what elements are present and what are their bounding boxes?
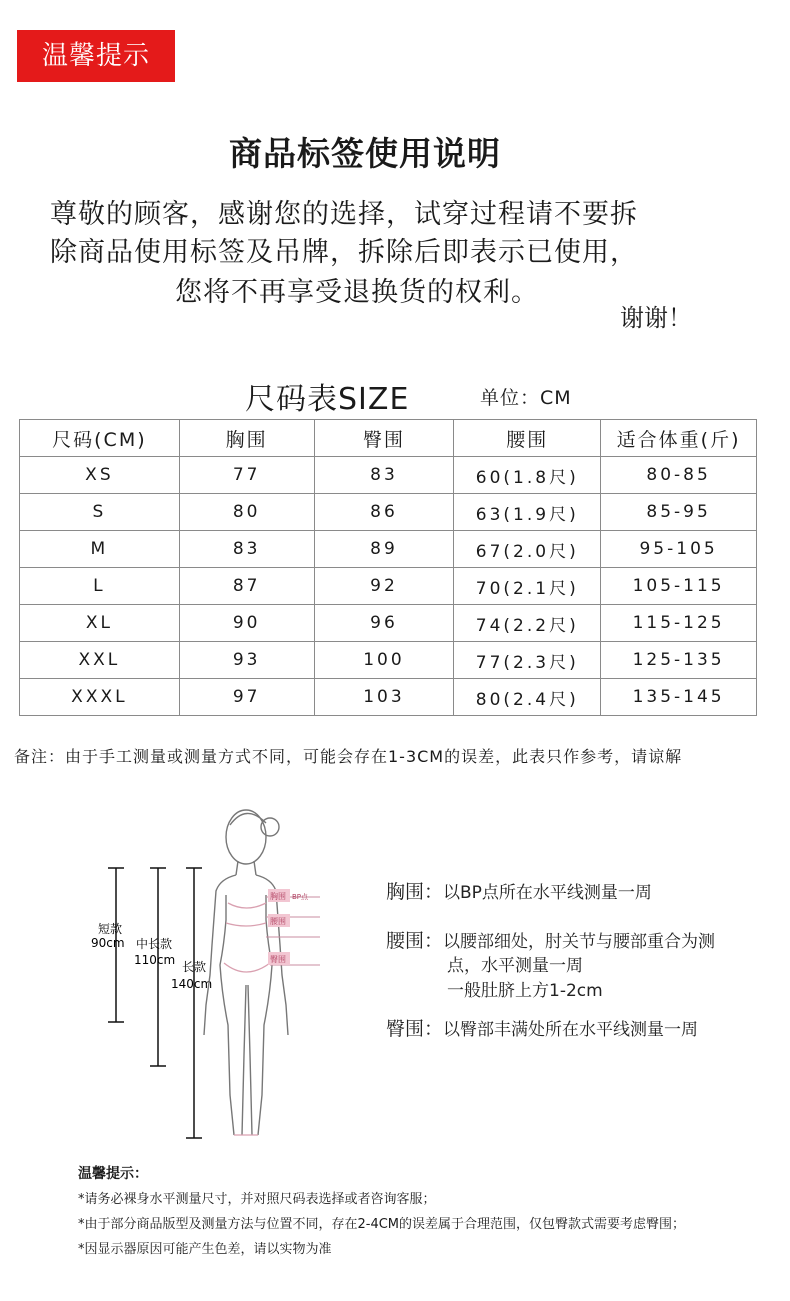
cell-waist: 77(2.3尺) (454, 642, 601, 679)
cell-chest: 80 (179, 494, 314, 531)
length-mid-label: 中长款 (136, 937, 173, 951)
measure-hip (386, 1014, 698, 1041)
cell-hip: 103 (314, 679, 454, 716)
cell-chest: 87 (179, 568, 314, 605)
length-long-value: 140cm (171, 977, 213, 991)
header-hip: 臀围 (314, 420, 454, 457)
chest-tag-label: 胸围 (270, 892, 286, 901)
cell-hip: 92 (314, 568, 454, 605)
cell-size: S (20, 494, 180, 531)
body-measurement-illustration (80, 795, 380, 1145)
measure-chest (386, 877, 652, 904)
measure-waist (386, 926, 715, 953)
length-mid-value: 110cm (134, 953, 176, 967)
tip-item: *因显示器原因可能产生色差，请以实物为准 (78, 1242, 332, 1257)
cell-waist: 63(1.9尺) (454, 494, 601, 531)
cell-chest: 83 (179, 531, 314, 568)
cell-waist: 74(2.2尺) (454, 605, 601, 642)
table-row (20, 457, 757, 494)
cell-waist: 80(2.4尺) (454, 679, 601, 716)
length-long-label: 长款 (182, 960, 207, 974)
measure-hip-key: 臀围： (386, 1018, 444, 1040)
notice-line-2: 除商品使用标签及吊牌，拆除后即表示已使用， (50, 237, 638, 268)
cell-size: XL (20, 605, 180, 642)
table-row (20, 642, 757, 679)
header-chest: 胸围 (179, 420, 314, 457)
notice-line-1: 尊敬的顾客，感谢您的选择，试穿过程请不要拆 (50, 199, 638, 230)
table-row (20, 568, 757, 605)
cell-weight: 105-115 (601, 568, 757, 605)
length-short-label: 短款 (98, 922, 123, 936)
measure-hip-desc: 以臀部丰满处所在水平线测量一周 (443, 1020, 699, 1040)
size-chart-note: 备注：由于手工测量或测量方式不同，可能会存在1-3CM的误差，此表只作参考，请谅解 (14, 747, 683, 766)
cell-waist: 60(1.8尺) (454, 457, 601, 494)
measure-waist-key: 腰围： (386, 930, 444, 952)
table-row (20, 679, 757, 716)
cell-hip: 89 (314, 531, 454, 568)
waist-tag-label: 腰围 (270, 917, 286, 926)
header-weight: 适合体重(斤) (601, 420, 757, 457)
size-table (19, 419, 757, 716)
table-row (20, 605, 757, 642)
size-table-header-row (20, 420, 757, 457)
cell-size: XXXL (20, 679, 180, 716)
header-waist: 腰围 (454, 420, 601, 457)
cell-chest: 77 (179, 457, 314, 494)
notice-badge: 温馨提示 (17, 30, 175, 82)
cell-hip: 96 (314, 605, 454, 642)
cell-hip: 83 (314, 457, 454, 494)
notice-line-3: 您将不再享受退换货的权利。 (175, 277, 539, 308)
cell-size: XXL (20, 642, 180, 679)
measure-chest-key: 胸围： (386, 881, 444, 903)
hip-tag-label: 臀围 (270, 955, 286, 964)
cell-weight: 135-145 (601, 679, 757, 716)
cell-chest: 93 (179, 642, 314, 679)
cell-hip: 100 (314, 642, 454, 679)
measure-waist-desc-2: 点，水平测量一周 (447, 956, 583, 976)
table-row (20, 531, 757, 568)
cell-size: M (20, 531, 180, 568)
label-notice-title: 商品标签使用说明 (229, 134, 501, 173)
cell-weight: 80-85 (601, 457, 757, 494)
tip-item: *由于部分商品版型及测量方法与位置不同，存在2-4CM的误差属于合理范围，仅包臀款式需要考虑臀围； (78, 1217, 686, 1232)
cell-weight: 125-135 (601, 642, 757, 679)
thanks-text: 谢谢！ (620, 304, 692, 332)
tip-item: *请务必裸身水平测量尺寸，并对照尺码表选择或者咨询客服； (78, 1192, 436, 1207)
measure-chest-desc: 以BP点所在水平线测量一周 (443, 883, 652, 903)
cell-weight: 115-125 (601, 605, 757, 642)
cell-size: XS (20, 457, 180, 494)
cell-weight: 95-105 (601, 531, 757, 568)
cell-chest: 97 (179, 679, 314, 716)
tips-heading: 温馨提示： (78, 1166, 148, 1182)
cell-waist: 70(2.1尺) (454, 568, 601, 605)
cell-chest: 90 (179, 605, 314, 642)
bp-tag-label: BP点 (292, 893, 309, 901)
cell-hip: 86 (314, 494, 454, 531)
measure-waist-desc-1: 以腰部细处，肘关节与腰部重合为测 (443, 932, 716, 952)
size-chart-title: 尺码表SIZE (245, 382, 410, 417)
measure-waist-desc-3: 一般肚脐上方1-2cm (447, 981, 603, 1001)
length-short-value: 90cm (91, 936, 125, 950)
size-chart-unit: 单位：CM (480, 387, 572, 409)
cell-waist: 67(2.0尺) (454, 531, 601, 568)
table-row (20, 494, 757, 531)
header-size: 尺码(CM) (20, 420, 180, 457)
tips-section (78, 1162, 685, 1262)
cell-weight: 85-95 (601, 494, 757, 531)
cell-size: L (20, 568, 180, 605)
